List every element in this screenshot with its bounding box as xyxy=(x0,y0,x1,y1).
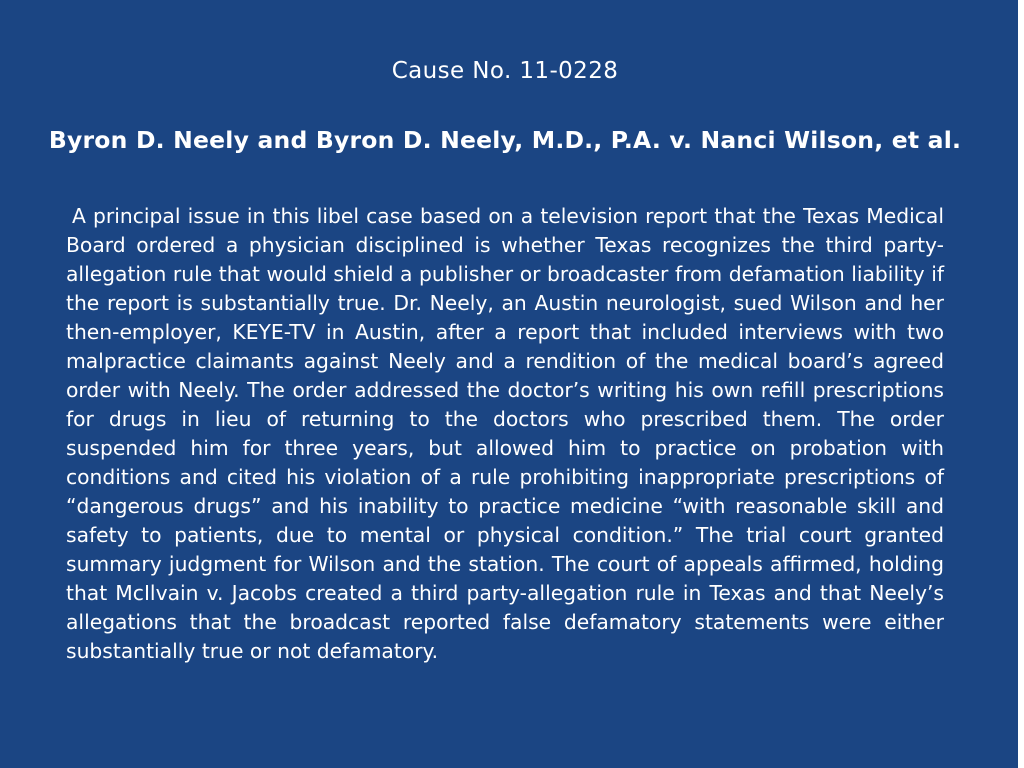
case-title: Byron D. Neely and Byron D. Neely, M.D., P.A. v. Nanci Wilson, et al. xyxy=(48,126,962,154)
case-summary: A principal issue in this libel case based on a television report that the Texas Medical Board ordered a physician disciplined is whether Texas recognizes the third party-allegation rule that would shield a publisher or broadcaster from defamation liability if the report is substantially true. Dr. Neely, an Austin neurologist, sued Wilson and her then-employer, KEYE-TV in Austin, after a report that included interviews with two malpractice claimants against Neely and a rendition of the medical board’s agreed order with Neely. The order addressed the doctor’s writing his own refill prescriptions for drugs in lieu of returning to the doctors who prescribed them. The order suspended him for three years, but allowed him to practice on probation with conditions and cited his violation of a rule prohibiting inappropriate prescriptions of “dangerous drugs” and his inability to practice medicine “with reasonable skill and safety to patients, due to mental or physical condition.” The trial court granted summary judgment for Wilson and the station. The court of appeals affirmed, holding that McIlvain v. Jacobs created a third party-allegation rule in Texas and that Neely’s allegations that the broadcast reported false defamatory statements were either substantially true or not defamatory. xyxy=(66,204,944,663)
slide-right-edge xyxy=(1018,0,1024,768)
cause-number: Cause No. 11-0228 xyxy=(391,58,619,84)
